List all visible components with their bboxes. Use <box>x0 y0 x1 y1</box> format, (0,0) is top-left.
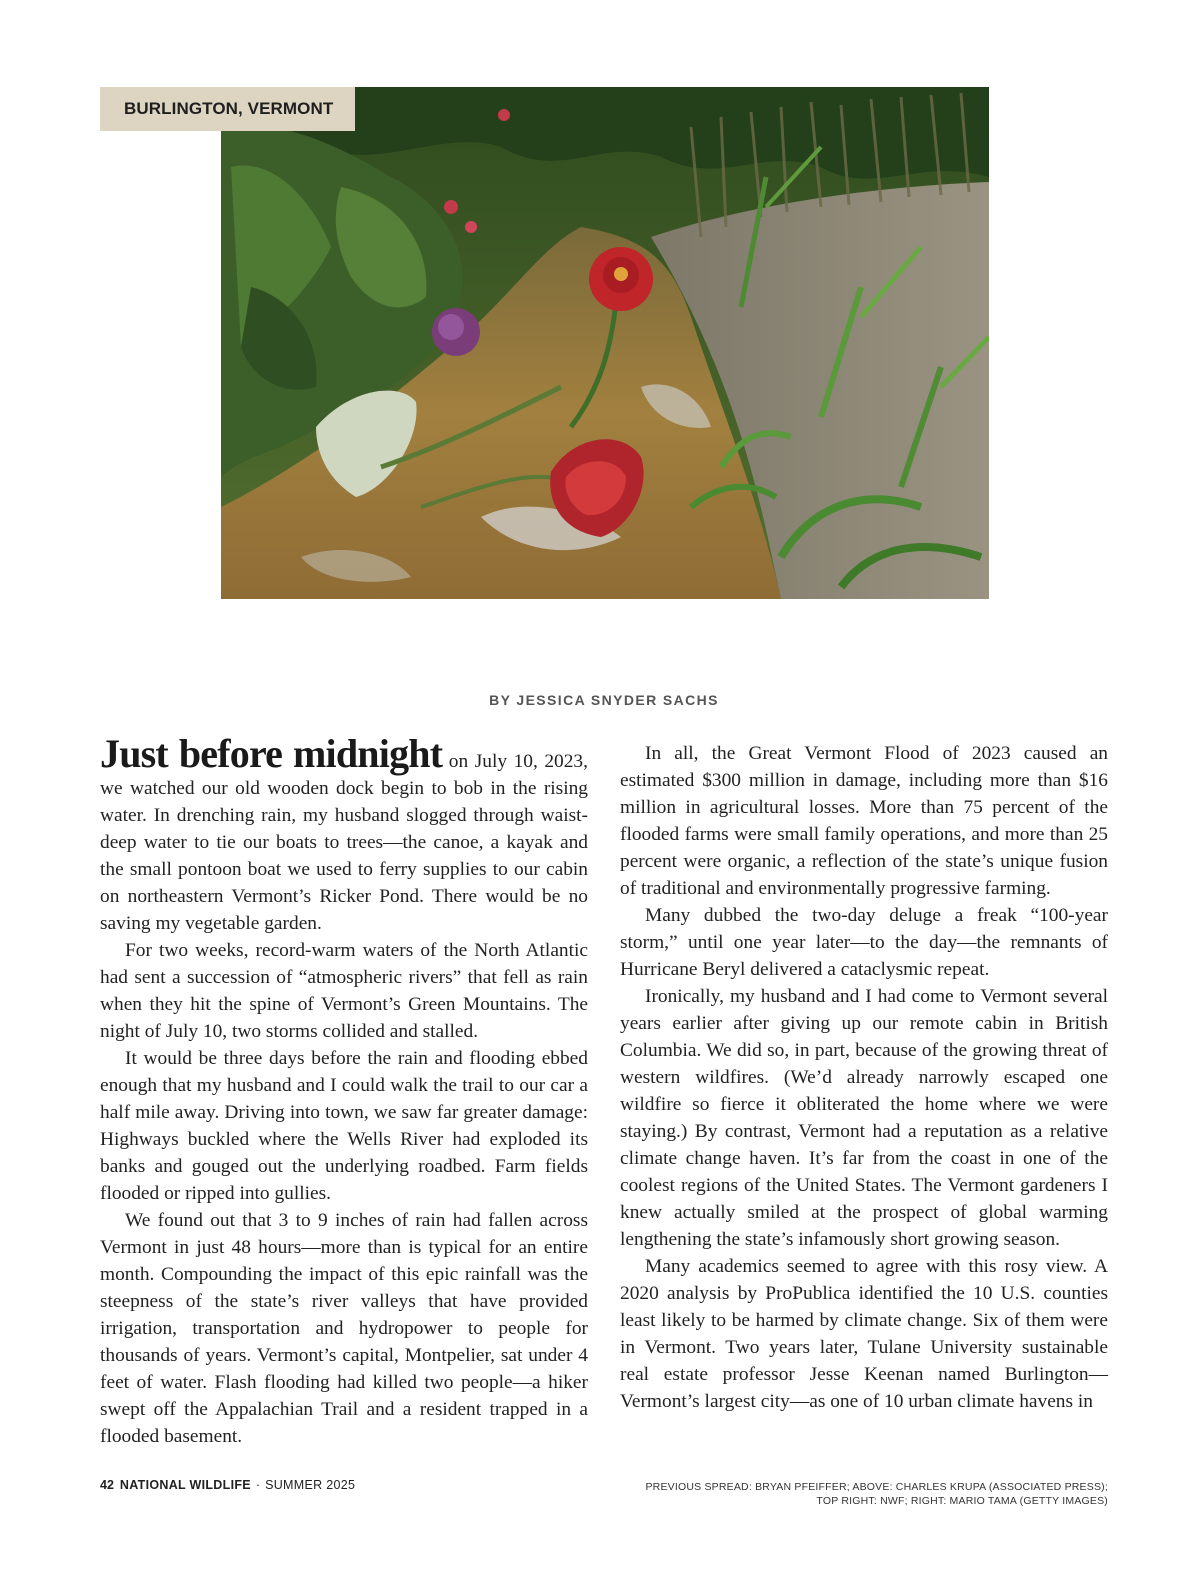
page-number: 42 <box>100 1478 114 1492</box>
article-paragraph: For two weeks, record-warm waters of the North Atlantic had sent a succession of “atmospheric rivers” that fell as rain when they hit the spine of Vermont’s Green Mountains. The night of July 10, two storms collided and stalled. <box>100 940 588 1042</box>
issue-label: SUMMER 2025 <box>265 1478 356 1492</box>
article-paragraph: Many academics seemed to agree with this rosy view. A 2020 analysis by ProPublica identified the 10 U.S. counties least likely to be harmed by climate change. Six of them were in Vermont. Two years later, Tulane University sustainable real estate professor Jesse Keenan named Burlington—Vermont’s largest city—as one of 10 urban climate havens in <box>620 1256 1108 1412</box>
byline: BY JESSICA SNYDER SACHS <box>489 692 719 708</box>
footer-separator: · <box>255 1478 261 1492</box>
credits-line: TOP RIGHT: NWF; RIGHT: MARIO TAMA (GETTY IMAGES) <box>816 1495 1108 1507</box>
lead-in-headline: Just before midnight <box>100 731 443 776</box>
lead-paragraph-text: on July 10, 2023, we watched our old wooden dock begin to bob in the rising water. In drenching rain, my husband slogged through waist-deep water to tie our boats to trees—the canoe, a kayak and the small pontoon boat we used to ferry supplies to our cabin on northeastern Vermont’s Ricker Pond. There would be no saving my vegetable garden. <box>100 751 588 934</box>
page-footer <box>100 1478 355 1492</box>
credits-line: PREVIOUS SPREAD: BRYAN PFEIFFER; ABOVE: CHARLES KRUPA (ASSOCIATED PRESS); <box>645 1481 1108 1493</box>
article-column-left <box>100 731 588 1450</box>
article-paragraph: Ironically, my husband and I had come to Vermont several years earlier after giving up our remote cabin in British Columbia. We did so, in part, because of the growing threat of western wildfires. (We’d already narrowly escaped one wildfire so fierce it obliterated the home where we were staying.) By contrast, Vermont had a reputation as a relative climate change haven. It’s far from the coast in one of the coolest regions of the United States. The Vermont gardeners I knew actually smiled at the prospect of global warming lengthening the state’s infamously short growing season. <box>620 986 1108 1250</box>
flood-garden-photo <box>221 87 989 599</box>
magazine-name: NATIONAL WILDLIFE <box>119 1478 251 1492</box>
article-paragraph: It would be three days before the rain and flooding ebbed enough that my husband and I could walk the trail to our car a half mile away. Driving into town, we saw far greater damage: Highways buckled where the Wells River had exploded its banks and gouged out the underlying roadbed. Farm fields flooded or ripped into gullies. <box>100 1048 588 1204</box>
flood-garden-illustration <box>221 87 989 599</box>
location-tag: BURLINGTON, VERMONT <box>100 87 355 131</box>
article-paragraph: Many dubbed the two-day deluge a freak “100-year storm,” until one year later—to the day—the remnants of Hurricane Beryl delivered a cataclysmic repeat. <box>620 905 1108 980</box>
article-column-right <box>620 740 1108 1415</box>
article-paragraph: In all, the Great Vermont Flood of 2023 caused an estimated $300 million in damage, including more than $16 million in agricultural losses. More than 75 percent of the flooded farms were small family operations, and more than 25 percent were organic, a reflection of the state’s unique fusion of traditional and environmentally progressive farming. <box>620 743 1108 899</box>
photo-credits <box>645 1480 1108 1508</box>
article-paragraph <box>100 731 588 937</box>
article-paragraph: We found out that 3 to 9 inches of rain had fallen across Vermont in just 48 hours—more than is typical for an entire month. Compounding the impact of this epic rainfall was the steepness of the state’s river valleys that have provided irrigation, transportation and hydropower to people for thousands of years. Vermont’s capital, Montpelier, sat under 4 feet of water. Flash flooding had killed two people—a hiker swept off the Appalachian Trail and a resident trapped in a flooded basement. <box>100 1210 588 1447</box>
